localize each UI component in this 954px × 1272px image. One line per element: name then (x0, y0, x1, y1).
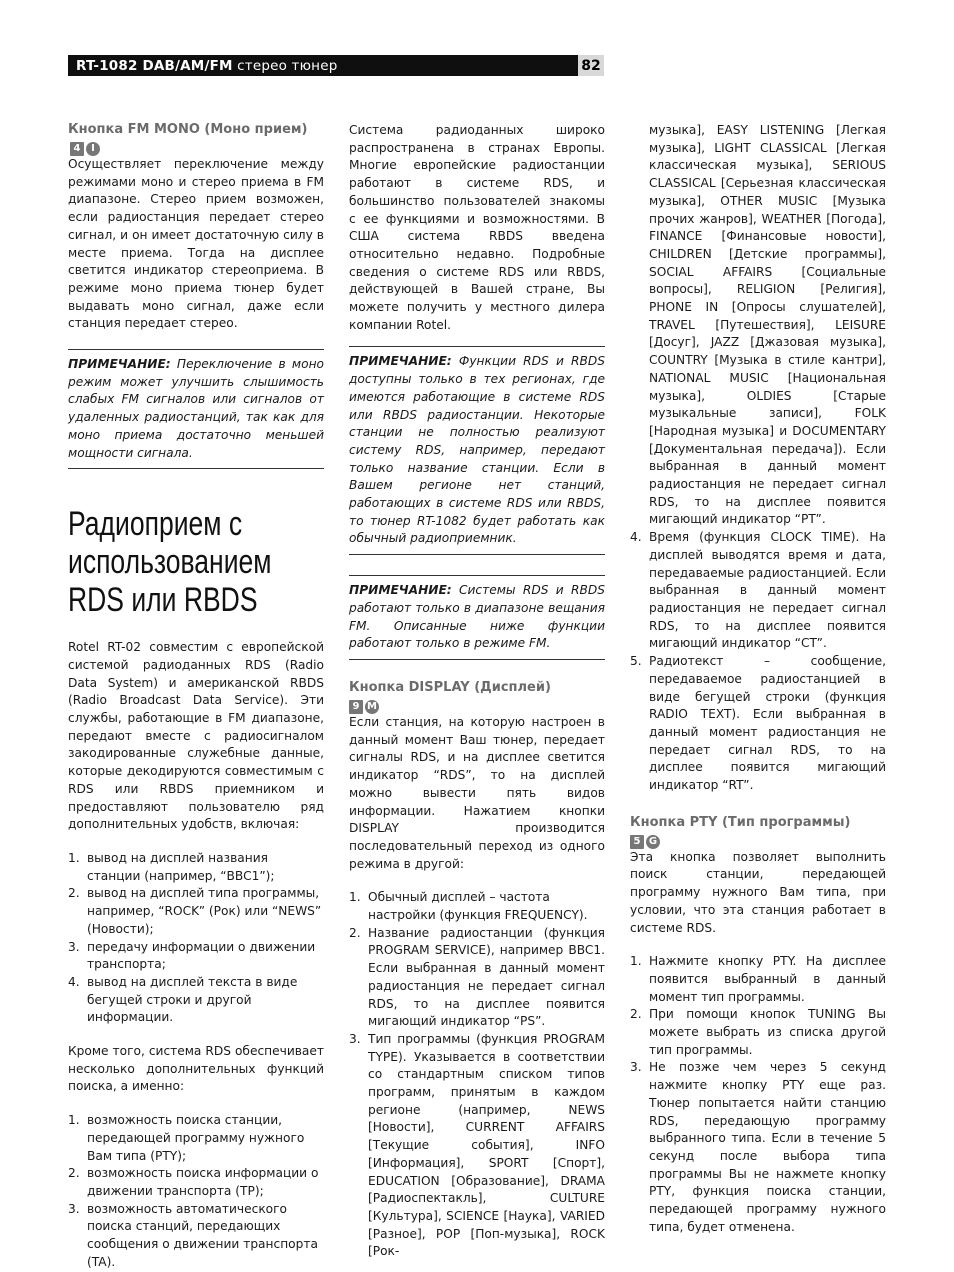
list-item: 1. Обычный дисплей – частота настройки (функция FREQUENCY). (349, 890, 588, 923)
button-5-badge: 5 (630, 835, 644, 849)
list-item: 2. вывод на дисплей типа программы, например, “ROCK” (Рок) или “NEWS” (Новости); (68, 886, 322, 936)
pty-heading (630, 815, 886, 849)
page-header (68, 55, 604, 76)
note-text: Переключение в моно режим может улучшить слышимость слабых FM сигналов или сигналов от удаленных радиостанций, так как для моно приема достаточно меньшей мощности сигнала. (68, 357, 325, 460)
fm-mono-paragraph: Осуществляет переключение между режимами моно и стерео приема в FM диапазоне. Стерео прием возможен, если радиостанция передает стерео сигнал, и он имеет достаточную силу в месте приема. Тогда на дисплее светится индикатор стереоприема. В режиме моно приема тюнер будет выдавать моно сигнал, даже если станция передает стерео. (68, 157, 324, 331)
pty-steps-list (630, 953, 886, 1236)
page-number: 82 (578, 55, 604, 76)
display-title: Кнопка DISPLAY (Дисплей) (349, 679, 551, 695)
search-intro-paragraph: Кроме того, система RDS обеспечивает несколько дополнительных функций поиска, а именно: (68, 1044, 324, 1094)
button-i-badge: I (86, 142, 100, 156)
column-2 (349, 122, 605, 1261)
display-heading (349, 680, 605, 714)
column-1 (68, 122, 324, 1271)
list-item: 3. Тип программы (функция PROGRAM TYPE). Указывается в соответствии со стандартным списком типов программ, принятым в каждом регионе (например, NEWS [Новости], CURRENT AFFAIRS [Текущие события], INFO [Информация], SPORT [Спорт], EDUCATION [Образование], DRAMA [Радиоспектакль], CULTURE [Культура], SCIENCE [Наука], VARIED [Разное], POP [Поп-музыка], ROCK [Рок- (349, 1031, 605, 1259)
pty-paragraph: Эта кнопка позволяет выполнить поиск станции, передающей программу нужного Вам типа, при условии, что эта станция работает в системе RDS. (630, 849, 886, 935)
note-label: ПРИМЕЧАНИЕ: (68, 357, 171, 372)
rds-intro-paragraph: Rotel RT-02 совместим с европейской системой радиоданных RDS (Radio Data System) и американской RBDS (Radio Broadcast Data Service). Эти службы, работающие в FM диапазоне, передают вместе с радиосигналом закодированные служебные данные, которые декодируются совместимым с RDS или RBDS приемником и предоставляют пользователю ряд дополнительных удобств, включая: (68, 640, 324, 832)
note-rds-availability (349, 346, 605, 555)
note-fm-only (349, 575, 605, 660)
features-list (68, 850, 324, 1027)
list-item: 2. возможность поиска информации о движении транспорта (TP); (68, 1166, 319, 1198)
list-item: 2. Название радиостанции (функция PROGRAM SERVICE), например BBC1. Если выбранная в данный момент радиостанция не передает сигнал RDS, то на дисплее появится мигающий индикатор “PS”. (349, 925, 605, 1029)
fm-mono-heading (68, 122, 324, 156)
column-3 (630, 122, 886, 1236)
program-types-continued: музыка], EASY LISTENING [Легкая музыка], LIGHT CLASSICAL [Легкая классическая музыка], SERIOUS CLASSICAL [Серьезная классическая музыка], OTHER MUSIC [Музыка прочих жанров], WEATHER [Погода], FINANCE [Финансовые новости], CHILDREN [Детские программы], SOCIAL AFFAIRS [Социальные вопросы], RELIGION [Религия], PHONE IN [Опросы слушателей], TRAVEL [Путешествия], LEISURE [Досуг], JAZZ [Джазовая музыка], COUNTRY [Музыка в стиле кантри], NATIONAL MUSIC [Национальная музыка], OLDIES [Старые музыкальные записи], FOLK [Народная музыка] и DOCUMENTARY [Документальная передача]). Если выбранная в данный момент радиостанция не передает сигнал RDS, то на дисплее появится мигающий индикатор “PT”. (649, 123, 886, 527)
list-item: 1. возможность поиска станции, передающей программу нужного Вам типа (PTY); (68, 1113, 305, 1163)
list-item: 4. Время (функция CLOCK TIME). На дисплей выводятся время и дата, передаваемые радиостанцией. Если выбранная в данный момент радиостанция не передает сигнал RDS, то на дисплее появится мигающий индикатор “CT”. (630, 530, 886, 651)
button-m-badge: M (365, 700, 379, 714)
display-paragraph: Если станция, на которую настроен в данный момент Ваш тюнер, передает сигналы RDS, и на дисплее светится индикатор “RDS”, то на дисплей можно вывести пять видов информации. Нажатием кнопки DISPLAY производится последовательный переход из одного режима в другой: (349, 714, 605, 871)
header-title (68, 58, 338, 74)
section-heading-rds: Радиоприем с использованием RDS или RBDS (68, 505, 272, 620)
list-item: 4. вывод на дисплей текста в виде бегущей строки и другой информации. (68, 974, 298, 1025)
display-modes-list-continued (630, 529, 886, 795)
list-item: 3. возможность автоматического поиска станций, передающих сообщения о движении транспорта (TA). (68, 1201, 318, 1269)
note-label: ПРИМЕЧАНИЕ: (349, 354, 452, 369)
note-label: ПРИМЕЧАНИЕ: (349, 583, 452, 598)
list-item: 2. При помощи кнопок TUNING Вы можете выбрать из списка другой тип программы. (630, 1007, 886, 1057)
note-text: Системы RDS и RBDS работают только в диапазоне вещания FM. Описанные ниже функции работают только в режиме FM. (349, 583, 605, 651)
button-9-badge: 9 (349, 700, 363, 714)
header-model: RT-1082 DAB/AM/FM (76, 57, 233, 74)
button-g-badge: G (646, 835, 660, 849)
note-mono (68, 349, 324, 469)
header-subtitle: стерео тюнер (237, 57, 338, 74)
list-item: 3. передачу информации о движении транспорта; (68, 939, 316, 972)
display-modes-list (349, 889, 605, 1261)
list-item: 1. вывод на дисплей названия станции (например, “BBC1”); (68, 850, 275, 883)
rds-overview-paragraph: Система радиоданных широко распространена в странах Европы. Многие европейские радиостанции работают в системе RDS, и большинство пользователей знакомы с ее функциями и возможностями. В США система RBDS введена относительно недавно. Подробные сведения о системе RDS или RBDS, действующей в Вашей стране, Вы можете получить у местного дилера компании Rotel. (349, 123, 605, 332)
list-item: 3. Не позже чем через 5 секунд нажмите кнопку PTY еще раз. Тюнер попытается найти станцию RDS, передающую программу выбранного типа. Если в течение 5 секунд после выбора типа программы Вы не нажмете кнопку PTY, функция поиска станции, передающей программу нужного типа, будет отменена. (630, 1060, 886, 1234)
note-text: Функции RDS и RBDS доступны только в тех регионах, где имеются работающие в системе RDS или RBDS радиостанции. Некоторые станции не полностью реализуют систему RDS, например, передают только название станции. Если в Вашем регионе нет станций, работающих в системе RDS или RBDS, то тюнер RT-1082 будет работать как обычный радиоприемник. (349, 354, 605, 546)
list-item: 1. Нажмите кнопку PTY. На дисплее появится выбранный в данный момент тип программы. (630, 954, 886, 1004)
button-4-badge: 4 (70, 142, 84, 156)
list-item: 5. Радиотекст – сообщение, передаваемое радиостанцией в виде бегущей строки (функция RADIO TEXT). Если выбранная в данный момент радиостанция не передает сигнал RDS, то на дисплее появится мигающий индикатор “RT”. (630, 654, 886, 793)
pty-title: Кнопка PTY (Тип программы) (630, 814, 851, 830)
search-functions-list (68, 1112, 324, 1271)
fm-mono-title: Кнопка FM MONO (Моно прием) (68, 122, 308, 137)
